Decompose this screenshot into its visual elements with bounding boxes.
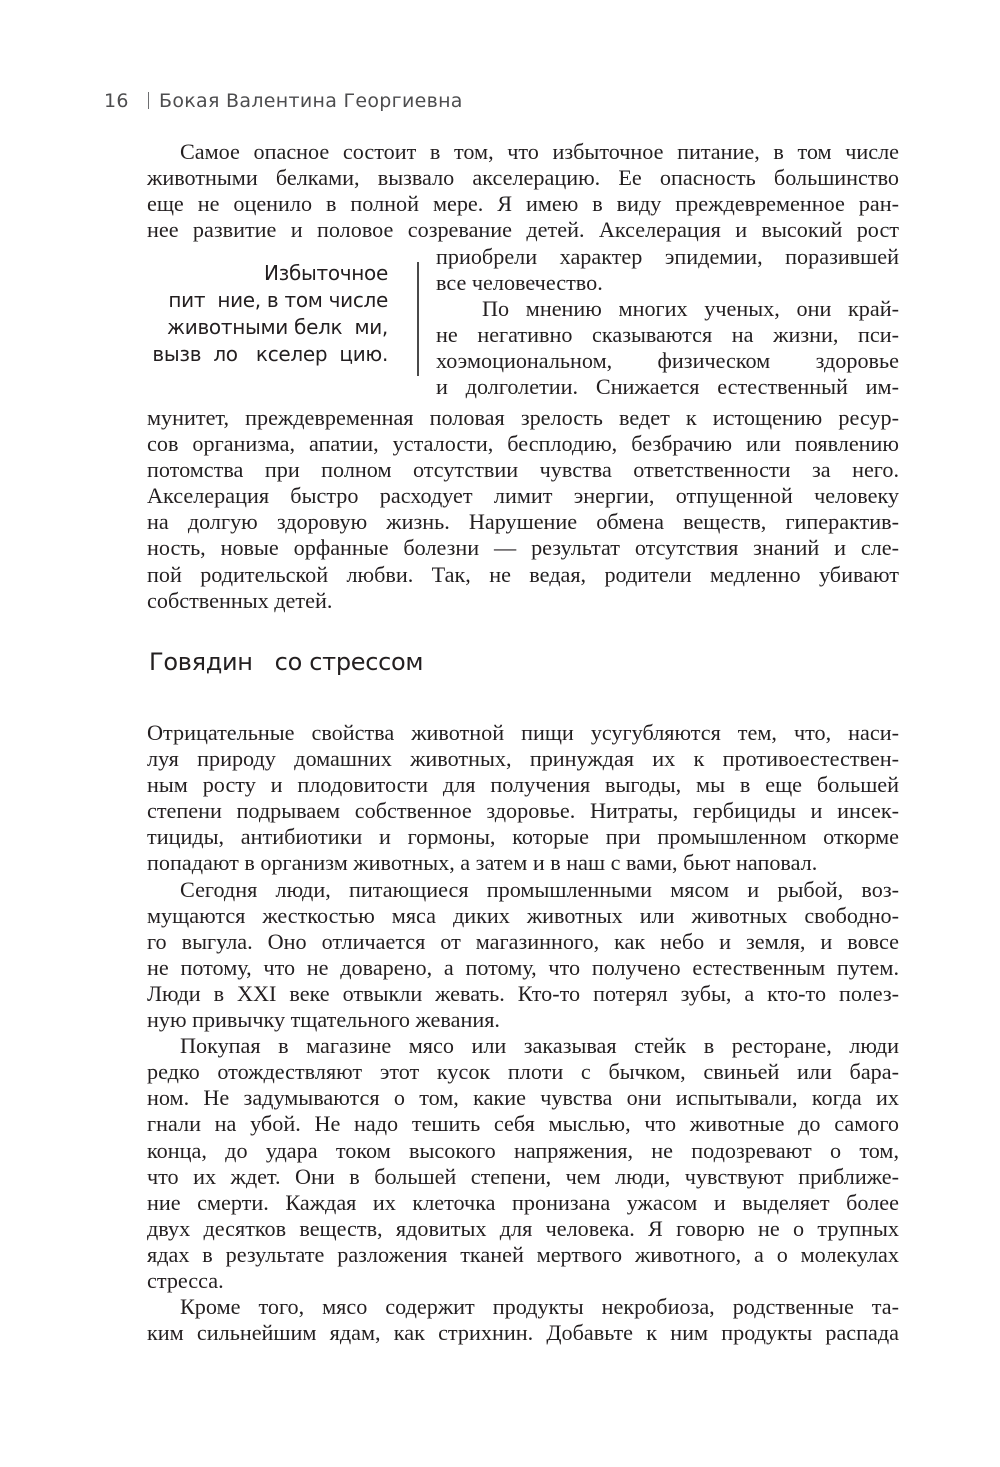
text-line: и долголетии. Снижается естественный им- — [436, 374, 899, 400]
text-line: не негативно сказываются на жизни, пси- — [436, 322, 899, 348]
text-line: тициды, антибиотики и гормоны, которые при промышленном откорме — [147, 824, 899, 850]
text-line: еще не оценило в полной мере. Я имею в виду преждевременное ран- — [147, 191, 899, 217]
text-line: ким сильнейшим ядам, как стрихнин. Добавьте к ним продукты распада — [147, 1320, 899, 1346]
text-line: животными белками, вызвало акселерацию. Ее опасность большинство — [147, 165, 899, 191]
text-line: Люди в XXI веке отвыкли жевать. Кто-то потерял зубы, а кто-то полез- — [147, 980, 899, 1006]
section1-paragraph1 — [147, 139, 899, 243]
text-line: что их ждет. Они в большей степени, чем люди, чувствуют приближе- — [147, 1163, 899, 1189]
text-line: редко отождествляют этот кусок плоти с бычком, свиньей или бара- — [147, 1059, 899, 1085]
header-separator — [148, 92, 149, 109]
text-line: ние смерти. Каждая их клеточка пронизана ужасом и выделяет более — [147, 1189, 899, 1215]
text-line: Покупая в магазине мясо или заказывая стейк в ресторане, люди — [180, 1033, 899, 1059]
page-number: 16 — [104, 90, 129, 112]
text-line: попадают в организм животных, а затем и в наш с вами, бьют наповал. — [147, 850, 818, 876]
section1-paragraph2 — [147, 405, 899, 614]
text-line: Акселерация быстро расходует лимит энергии, отпущенной человеку — [147, 483, 899, 509]
pull-quote-line: вызв ло кселер цию. — [152, 342, 388, 366]
text-line: гнали на убой. Не надо тешить себя мыслью, что животные до самого — [147, 1111, 899, 1137]
text-line: Самое опасное состоит в том, что избыточное питание, в том числе — [180, 139, 899, 164]
section2-body — [147, 720, 899, 1346]
paragraph — [147, 877, 899, 1034]
section-heading: Говядин со стрессом — [149, 648, 424, 676]
text-line: луя природу домашних животных, принуждая их к противоестествен- — [147, 746, 899, 772]
paragraph — [147, 1294, 899, 1346]
text-line: Отрицательные свойства животной пищи усугубляются тем, что, наси- — [147, 720, 899, 745]
running-head — [104, 90, 463, 112]
text-line: ном. Не задумываются о том, какие чувства они испытывали, когда их — [147, 1085, 899, 1111]
pull-quote-line: Избыточное — [263, 261, 388, 285]
text-line: Кроме того, мясо содержит продукты некробиоза, родственные та- — [180, 1294, 899, 1320]
text-line: ным росту и плодовитости для получения выгоды, мы в еще большей — [147, 772, 899, 798]
author-name: Бокая Валентина Георгиевна — [159, 90, 463, 112]
text-line: на долгую здоровую жизнь. Нарушение обмена веществ, гиперактив- — [147, 509, 899, 535]
text-line: Сегодня люди, питающиеся промышленными мясом и рыбой, воз- — [180, 876, 899, 902]
pull-quote-divider — [417, 262, 419, 376]
pull-quote-line: пит ние, в том числе — [168, 288, 388, 312]
text-line: пой родительской любви. Так, не ведая, родители медленно убивают — [147, 561, 899, 587]
text-line: хоэмоциональном, физическом здоровье — [436, 348, 899, 374]
text-line: не потому, что не доварено, а потому, что получено естественным путем. — [147, 954, 899, 980]
text-line: ность, новые орфанные болезни — результат отсутствия знаний и сле- — [147, 535, 899, 561]
text-line: двух десятков веществ, ядовитых для человека. Я говорю не о трупных — [147, 1215, 899, 1241]
paragraph — [147, 1033, 899, 1294]
text-line: степени подрываем собственное здоровье. Нитраты, гербициды и инсек- — [147, 798, 899, 824]
section1-wrapped-column — [436, 244, 899, 401]
text-line: конца, до удара током высокого напряжения, не подозревают о том, — [147, 1137, 899, 1163]
text-line: приобрели характер эпидемии, поразившей — [436, 244, 899, 269]
text-line: ядах в результате разложения тканей мертвого животного, а о молекулах — [147, 1241, 899, 1267]
text-line: го выгула. Оно отличается от магазинного, как небо и земля, и вовсе — [147, 928, 899, 954]
pull-quote-line: животными белк ми, — [167, 315, 388, 339]
text-line: потомства при полном отсутствии чувства ответственности за него. — [147, 457, 899, 483]
text-line: нее развитие и половое созревание детей. Акселерация и высокий рост — [147, 217, 899, 243]
text-line: мунитет, преждевременная половая зрелость ведет к истощению ресур- — [147, 405, 899, 430]
text-line: собственных детей. — [147, 587, 333, 613]
text-line: мущаются жесткостью мяса диких животных или животных свободно- — [147, 902, 899, 928]
paragraph — [147, 720, 899, 877]
text-line: По мнению многих ученых, они край- — [482, 296, 899, 322]
pull-quote — [96, 260, 388, 368]
text-line: сов организма, апатии, усталости, бесплодию, безбрачию или появлению — [147, 431, 899, 457]
text-line: стресса. — [147, 1267, 224, 1293]
text-line: ную привычку тщательного жевания. — [147, 1007, 500, 1033]
text-line: все человечество. — [436, 270, 603, 296]
